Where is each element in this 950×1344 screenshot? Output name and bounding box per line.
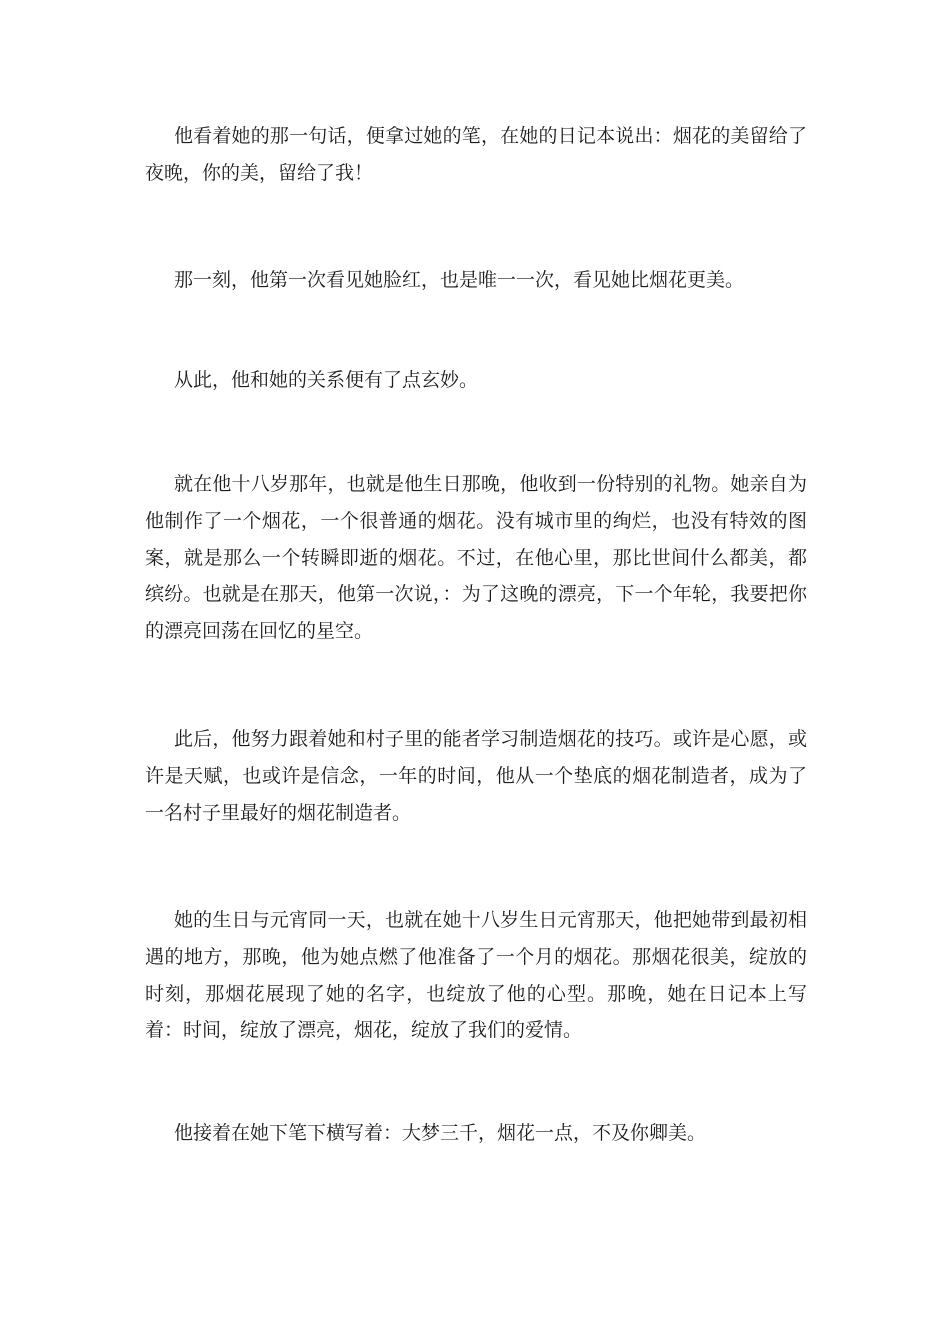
paragraph-4: 就在他十八岁那年，也就是他生日那晚，他收到一份特别的礼物。她亲自为他制作了一个烟花，一个很普通的烟花。没有城市里的绚烂，也没有特效的图案，就是那么一个转瞬即逝的烟花。不过，在他心里，那比世间什么都美，都缤纷。也就是在那天，他第一次说，：为了这晚的漂亮，下一个年轮，我要把你的漂亮回荡在回忆的星空。	[145, 473, 807, 643]
paragraph-7: 他接着在她下笔下横写着：大梦三千，烟花一点，不及你卿美。	[174, 1122, 707, 1144]
paragraph-6: 她的生日与元宵同一天，也就在她十八岁生日元宵那天，他把她带到最初相遇的地方，那晚，他为她点燃了他准备了一个月的烟花。那烟花很美，绽放的时刻，那烟花展现了她的名字，也绽放了他的心型。那晚，她在日记本上写着：时间，绽放了漂亮，烟花，绽放了我们的爱情。	[145, 909, 807, 1042]
paragraph-1: 他看着她的那一句话，便拿过她的笔，在她的日记本说出：烟花的美留给了夜晚，你的美，留给了我！	[145, 125, 807, 184]
paragraph-5: 此后，他努力跟着她和村子里的能者学习制造烟花的技巧。或许是心愿，或许是天赋，也或许是信念，一年的时间，他从一个垫底的烟花制造者，成为了一名村子里最好的烟花制造者。	[145, 728, 807, 824]
paragraph-3: 从此，他和她的关系便有了点玄妙。	[174, 369, 479, 391]
paragraph-2: 那一刻，他第一次看见她脸红，也是唯一一次，看见她比烟花更美。	[174, 269, 745, 291]
